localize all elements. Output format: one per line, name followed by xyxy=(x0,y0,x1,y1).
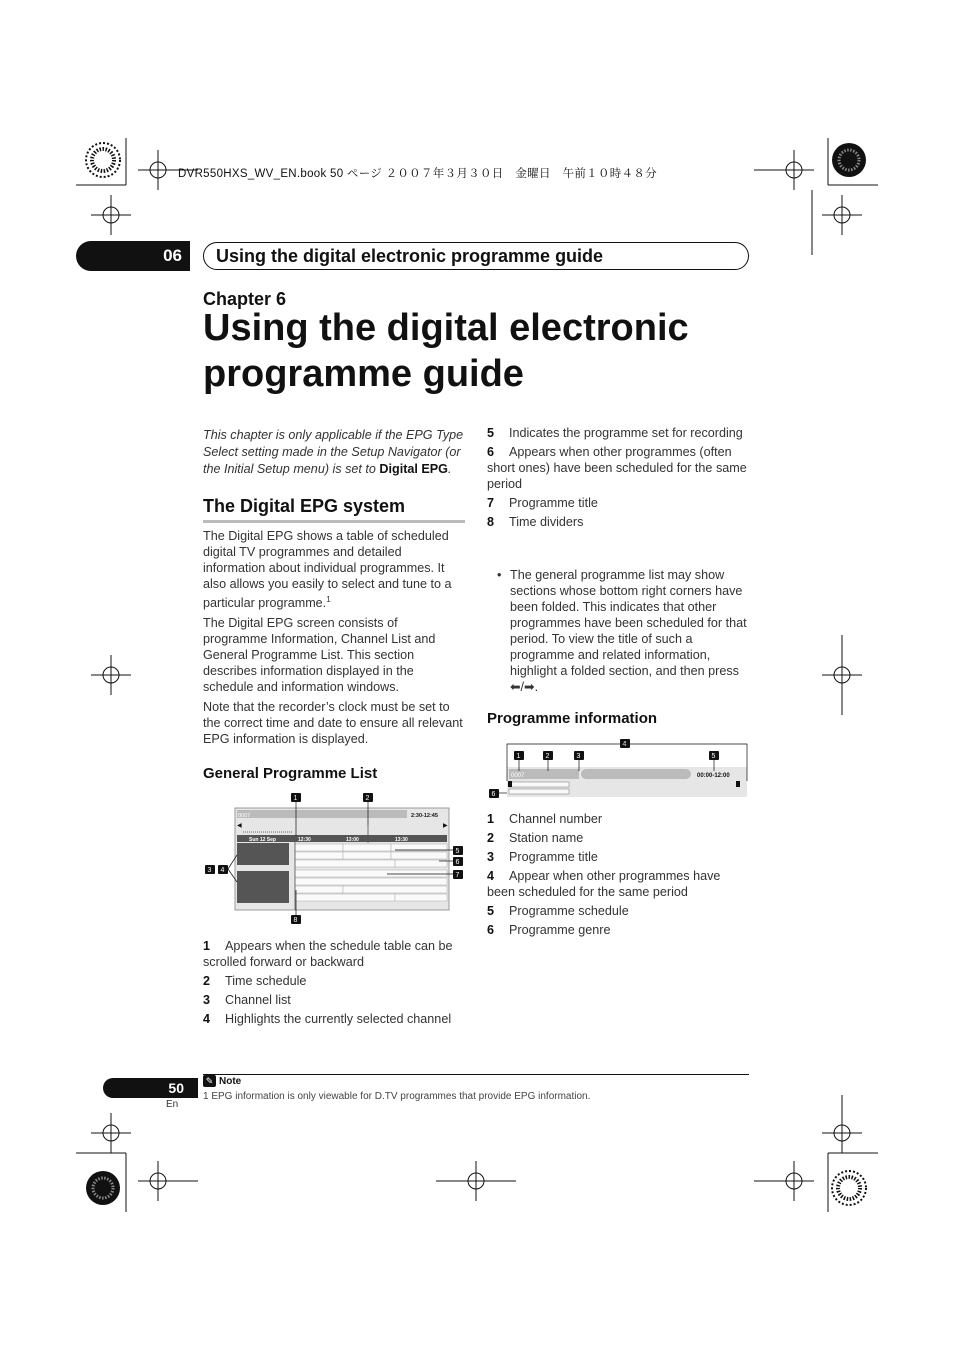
pi-item-1 xyxy=(487,811,749,827)
legend-num: 3 xyxy=(487,850,495,864)
legend-text: Programme schedule xyxy=(509,904,629,918)
svg-text:▶: ▶ xyxy=(443,823,448,829)
svg-text:◀: ◀ xyxy=(237,823,242,829)
legend-text: Station name xyxy=(509,831,584,845)
page-language: En xyxy=(166,1099,179,1110)
svg-text:2: 2 xyxy=(545,753,550,760)
legend-num: 6 xyxy=(487,923,495,937)
legend-item-6 xyxy=(487,444,749,492)
legend-num: 6 xyxy=(487,445,495,459)
svg-text:8: 8 xyxy=(293,917,298,924)
svg-text:1: 1 xyxy=(293,795,298,802)
epg-description xyxy=(203,528,465,751)
legend-text: Programme title xyxy=(509,496,598,510)
svg-text:4: 4 xyxy=(220,867,225,874)
legend-item-2 xyxy=(203,973,465,989)
page-title: Using the digital electronic programme guide xyxy=(203,307,689,395)
gpl-time-range: 2:30-12:45 xyxy=(411,813,438,819)
legend-text: Time dividers xyxy=(509,515,584,529)
bullet-body: The general programme list may show sections whose bottom right corners have been folded. This indicates that other programmes have been scheduled for that period. To view the title of such a programme and related information, highlight a folded section, and then press xyxy=(510,568,747,678)
legend-item-4 xyxy=(203,1011,465,1027)
legend-item-3 xyxy=(203,992,465,1008)
pi-item-5 xyxy=(487,903,749,919)
programme-info-legend xyxy=(487,811,749,941)
general-programme-list-figure xyxy=(203,790,468,925)
svg-text:2: 2 xyxy=(365,795,370,802)
svg-text:7: 7 xyxy=(455,872,460,879)
pi-item-6 xyxy=(487,922,749,938)
note-icon: ✎ xyxy=(203,1075,216,1087)
legend-num: 1 xyxy=(203,939,211,953)
chapter-number-tab xyxy=(76,241,190,271)
legend-num: 7 xyxy=(487,496,495,510)
svg-text:4: 4 xyxy=(622,741,627,748)
footnote-ref: 1 xyxy=(326,595,331,604)
legend-text: Appears when other programmes (often short ones) have been scheduled for the same period xyxy=(487,445,747,491)
print-file-header: DVR550HXS_WV_EN.book 50 ページ ２００７年３月３０日 金曜日 午前１０時４８分 xyxy=(178,168,657,180)
svg-text:5: 5 xyxy=(711,753,716,760)
gpl-time-1: 12:30 xyxy=(298,837,311,843)
epg-para-1 xyxy=(203,528,465,611)
epg-para-2: The Digital EPG screen consists of programme Information, Channel List and General Programme List. This section describes information displayed in the schedule and information windows. xyxy=(203,616,436,695)
legend-num: 5 xyxy=(487,904,495,918)
gpl-time-3: 13:30 xyxy=(395,837,408,843)
chapter-label: Chapter 6 xyxy=(203,289,287,309)
legend-text: Appears when the schedule table can be scrolled forward or backward xyxy=(203,939,453,969)
legend-text: Appear when other programmes have been scheduled for the same period xyxy=(487,869,721,899)
epg-para-1-text: The Digital EPG shows a table of scheduled digital TV programmes and detailed information about individual programmes. It also allows you easily to select and tune to a particular programme. xyxy=(203,529,452,611)
legend-num: 4 xyxy=(203,1012,211,1026)
intro-text: This chapter is only applicable if the EPG Type Select setting made in the Setup Navigator (or the Initial Setup menu) is set to xyxy=(203,428,464,476)
legend-num: 8 xyxy=(487,515,495,529)
arrow-keys-icon: ⬅/➡ xyxy=(510,680,535,694)
svg-text:6: 6 xyxy=(491,791,496,798)
chapter-number: 06 xyxy=(163,246,182,265)
bullet-dot: • xyxy=(497,568,502,582)
general-list-legend-continued xyxy=(487,425,749,533)
folded-section-bullet xyxy=(497,567,749,695)
legend-num: 2 xyxy=(487,831,495,845)
pi-channel-no: 0007 xyxy=(511,773,525,779)
note-divider xyxy=(203,1074,749,1075)
svg-text:5: 5 xyxy=(455,848,460,855)
pi-time-range: 00:00-12:00 xyxy=(697,773,730,779)
epg-para-3: Note that the recorder’s clock must be set to the correct time and date to ensure all relevant EPG information is displayed. xyxy=(203,700,463,747)
svg-text:6: 6 xyxy=(455,859,460,866)
legend-text: Indicates the programme set for recording xyxy=(509,426,743,440)
legend-text: Programme genre xyxy=(509,923,611,937)
page-number: 50 xyxy=(168,1080,184,1096)
bullet-end: . xyxy=(534,680,539,694)
svg-text:3: 3 xyxy=(576,753,581,760)
note-heading xyxy=(203,1075,241,1087)
programme-info-figure xyxy=(487,737,752,802)
legend-item-5 xyxy=(487,425,749,441)
general-list-legend xyxy=(203,938,465,1030)
legend-text: Programme title xyxy=(509,850,598,864)
legend-item-7 xyxy=(487,495,749,511)
pi-item-3 xyxy=(487,849,749,865)
page-number-tab xyxy=(103,1078,198,1098)
legend-num: 3 xyxy=(203,993,211,1007)
svg-text:3: 3 xyxy=(207,867,212,874)
legend-num: 4 xyxy=(487,869,495,883)
footnote: 1 EPG information is only viewable for D.TV programmes that provide EPG information. xyxy=(203,1091,591,1102)
pi-item-2 xyxy=(487,830,749,846)
gpl-time-2: 13:00 xyxy=(346,837,359,843)
legend-text: Channel number xyxy=(509,812,603,826)
legend-text: Highlights the currently selected channel xyxy=(225,1012,452,1026)
legend-text: Time schedule xyxy=(225,974,307,988)
legend-item-1 xyxy=(203,938,465,970)
intro-note xyxy=(203,427,468,478)
subheading-general-list: General Programme List xyxy=(203,765,378,782)
subheading-programme-info: Programme information xyxy=(487,710,658,727)
section-heading-epg: The Digital EPG system xyxy=(203,496,465,523)
legend-item-8 xyxy=(487,514,749,530)
pi-item-4 xyxy=(487,868,749,900)
legend-num: 5 xyxy=(487,426,495,440)
gpl-channel-no: 0007 xyxy=(238,813,251,819)
note-label: Note xyxy=(219,1075,242,1087)
svg-text:1: 1 xyxy=(516,753,521,760)
gpl-date: Sun 12 Sep xyxy=(249,837,276,843)
running-title: Using the digital electronic programme guide xyxy=(203,242,749,270)
legend-num: 2 xyxy=(203,974,211,988)
bullet-text xyxy=(497,567,749,695)
legend-num: 1 xyxy=(487,812,495,826)
intro-setting: Digital EPG xyxy=(379,462,448,476)
intro-end: . xyxy=(447,462,452,476)
legend-text: Channel list xyxy=(225,993,291,1007)
